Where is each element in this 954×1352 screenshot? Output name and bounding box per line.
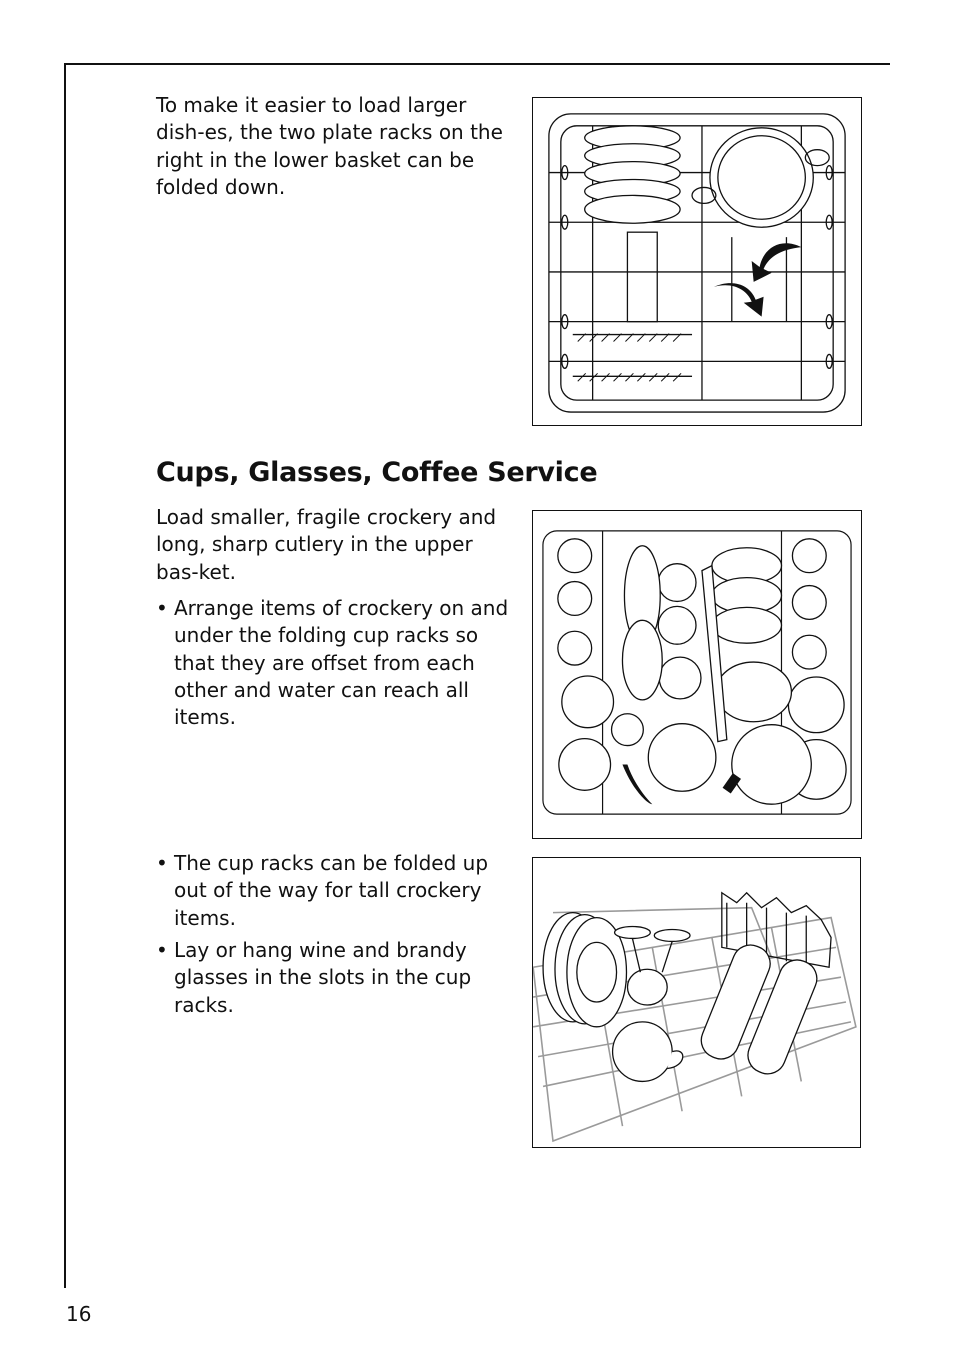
upper-basket-illustration: [533, 511, 861, 838]
section-intro-paragraph: Load smaller, fragile crockery and long, sharp cutlery in the upper bas-ket.: [156, 505, 497, 584]
bullet-text: The cup racks can be folded up out of the way for tall crockery items.: [174, 851, 489, 930]
bullet-symbol: •: [156, 851, 168, 875]
bullet-symbol: •: [156, 938, 168, 962]
page-number: 16: [66, 1302, 92, 1326]
figure-upper-basket: [532, 510, 862, 839]
bullet-item: [156, 595, 516, 731]
left-margin-rule: [64, 63, 66, 1288]
cup-racks-illustration: [533, 858, 860, 1147]
figure-cup-racks: [532, 857, 861, 1148]
figure-lower-basket: [532, 97, 862, 426]
bullet-text: Arrange items of crockery on and under the folding cup racks so that they are offset from each other and water can reach all items.: [174, 596, 509, 730]
section-heading: Cups, Glasses, Coffee Service: [156, 457, 598, 488]
bullet-item: [156, 937, 516, 1019]
intro-paragraph: To make it easier to load larger dish-es, the two plate racks on the right in the lower basket can be folded down.: [156, 93, 503, 199]
bullet-text: Lay or hang wine and brandy glasses in the slots in the cup racks.: [174, 938, 472, 1017]
lower-basket-illustration: [533, 98, 861, 425]
top-rule: [65, 63, 890, 65]
bullet-item: [156, 850, 516, 932]
bullet-symbol: •: [156, 596, 168, 620]
